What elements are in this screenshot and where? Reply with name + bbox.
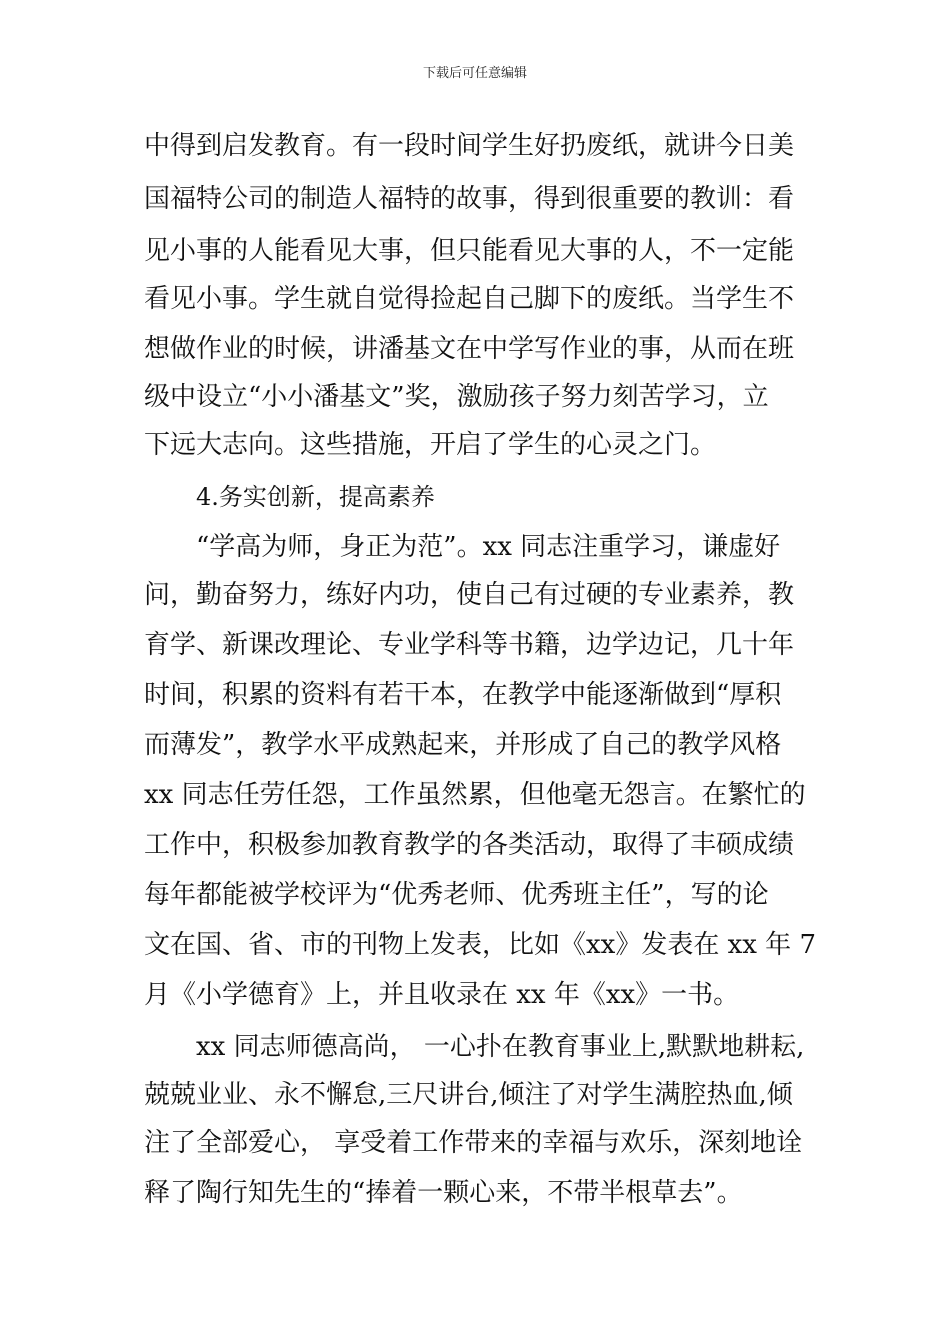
body-line: xx 同志师德高尚， 一心扑在教育事业上,默默地耕耘,	[196, 1032, 805, 1062]
body-line: 而薄发”，教学水平成熟起来，并形成了自己的教学风格	[144, 730, 782, 760]
body-line: 想做作业的时候，讲潘基文在中学写作业的事，从而在班	[144, 334, 795, 364]
body-line: 释了陶行知先生的“捧着一颗心来，不带半根草去”。	[144, 1178, 743, 1208]
body-line: 文在国、省、市的刊物上发表，比如《xx》发表在 xx 年 7	[144, 930, 816, 960]
body-line: 注了全部爱心， 享受着工作带来的幸福与欢乐，深刻地诠	[144, 1128, 803, 1158]
section-heading: 4.务实创新，提高素养	[196, 483, 435, 511]
body-line: “学高为师，身正为范”。xx 同志注重学习，谦虚好	[196, 532, 781, 562]
body-line: 育学、新课改理论、专业学科等书籍，边学边记，几十年	[144, 630, 795, 660]
body-line: 看见小事。学生就自觉得捡起自己脚下的废纸。当学生不	[144, 284, 795, 314]
body-line: 时间，积累的资料有若干本，在教学中能逐渐做到“厚积	[144, 680, 782, 710]
body-line: 国福特公司的制造人福特的故事，得到很重要的教训：看	[144, 184, 795, 214]
body-line: 级中设立“小小潘基文”奖，激励孩子努力刻苦学习，立	[144, 382, 769, 412]
body-line: 每年都能被学校评为“优秀老师、优秀班主任”，写的论	[144, 880, 769, 910]
body-line: xx 同志任劳任怨，工作虽然累，但他毫无怨言。在繁忙的	[144, 780, 806, 810]
body-line: 中得到启发教育。有一段时间学生好扔废纸，就讲今日美	[144, 131, 795, 161]
body-line: 见小事的人能看见大事，但只能看见大事的人，不一定能	[144, 236, 795, 266]
body-line: 问，勤奋努力，练好内功，使自己有过硬的专业素养，教	[144, 580, 795, 610]
body-line: 下远大志向。这些措施，开启了学生的心灵之门。	[144, 430, 717, 460]
body-line: 月《小学德育》上，并且收录在 xx 年《xx》一书。	[144, 980, 740, 1010]
page-header: 下载后可任意编辑	[422, 66, 527, 81]
body-line: 兢兢业业、永不懈怠,三尺讲台,倾注了对学生满腔热血,倾	[144, 1080, 793, 1110]
body-line: 工作中，积极参加教育教学的各类活动，取得了丰硕成绩	[144, 830, 795, 860]
